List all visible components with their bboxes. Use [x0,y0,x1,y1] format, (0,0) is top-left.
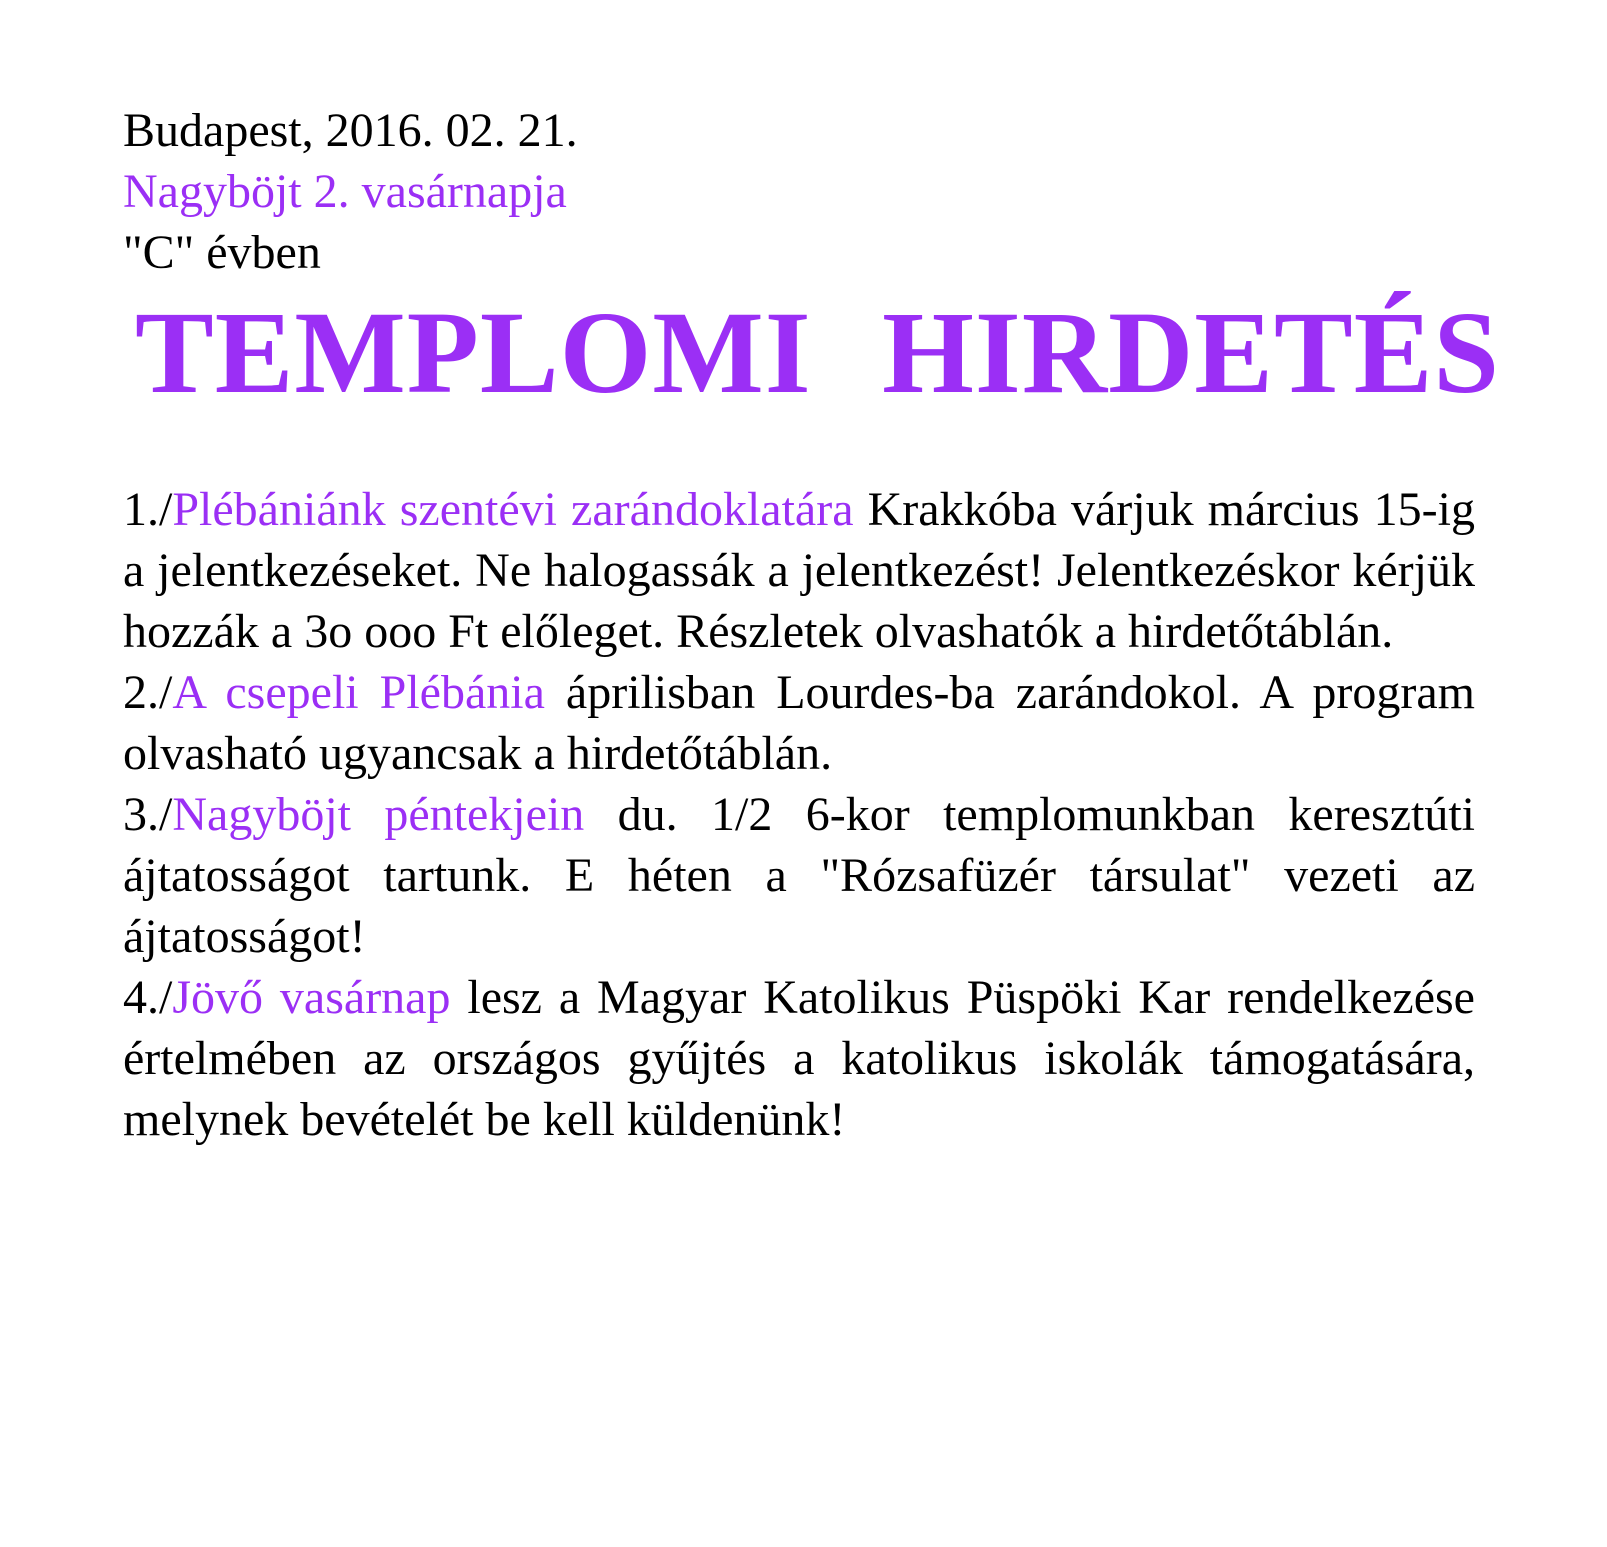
page-title: TEMPLOMI HIRDETÉS [135,287,1501,418]
announcement-page [123,100,1501,1150]
notice-text: áprilisban Lourdes-ba zarándokol. A program olvasható ugyancsak a hirdetőtáblán. [123,666,1476,780]
notice-text: Krakkóba várjuk március 15-ig a jelentkezéseket. Ne halogassák a jelentkezést! Jelentkezéskor kérjük hozzák a 3o ooo Ft előleget. Részletek olvashatók a hirdetőtáblán. [123,483,1476,658]
notice-item-4 [123,967,1475,1150]
notice-highlight: Jövő vasárnap [172,971,451,1024]
notice-item-3 [123,784,1475,967]
notice-number: 3./ [123,788,173,841]
notice-item-2 [123,662,1475,784]
liturgical-occasion: Nagyböjt 2. vasárnapja [123,165,567,218]
notice-highlight: A csepeli Plébánia [172,666,545,719]
notice-text: lesz a Magyar Katolikus Püspöki Kar rendelkezése értelmében az országos gyűjtés a katolikus iskolák támogatására, melynek bevételét be kell küldenünk! [123,971,1475,1146]
notice-highlight: Nagyböjt péntekjein [172,788,585,841]
notice-number: 1./ [123,483,173,536]
notice-list [123,479,1475,1150]
notice-number: 2./ [123,666,173,719]
notice-highlight: Plébániánk szentévi zarándoklatára [172,483,854,536]
notice-text: du. 1/2 6-kor templomunkban keresztúti ájtatosságot tartunk. E héten a "Rózsafüzér társulat" vezeti az ájtatosságot! [123,788,1475,963]
notice-number: 4./ [123,971,173,1024]
year-cycle: "C" évben [123,226,321,279]
notice-item-1 [123,479,1475,662]
date-line: Budapest, 2016. 02. 21. [123,104,578,157]
